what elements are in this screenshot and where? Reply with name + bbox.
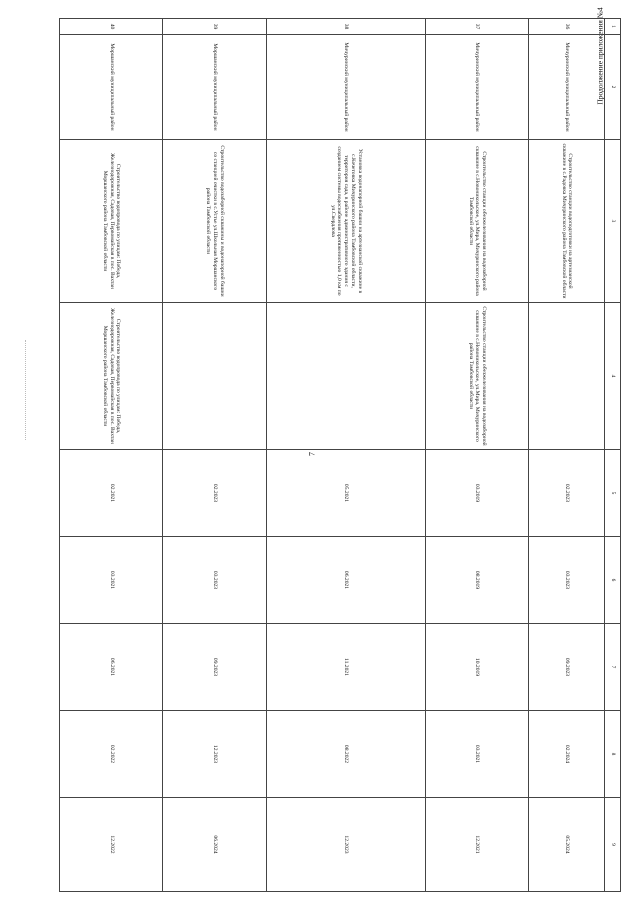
appendix-table (59, 18, 621, 892)
column-header: 8 (605, 711, 621, 798)
date-cell: 09.2023 (163, 624, 266, 711)
table-row (425, 19, 528, 892)
date-cell: 06.2021 (266, 537, 425, 624)
date-cell: 12.2022 (60, 798, 163, 892)
date-cell: 02.2021 (60, 450, 163, 537)
date-cell: 05.2021 (266, 450, 425, 537)
date-cell: 06.2021 (60, 624, 163, 711)
row-number: 36 (529, 19, 605, 35)
table-row (266, 19, 425, 892)
column-header: 6 (605, 537, 621, 624)
column-header: 7 (605, 624, 621, 711)
date-cell: 05.2024 (529, 798, 605, 892)
action-cell: Строительство водопровода по улицам: Победа, Железнодорожная, Садовая, Первомайская в пос. Вахтан Моршанского района Тамбовской области (60, 140, 163, 303)
date-cell: 08.2022 (266, 711, 425, 798)
date-cell: 08.2019 (425, 537, 528, 624)
object-cell (266, 303, 425, 450)
date-cell: 06.2024 (163, 798, 266, 892)
date-cell: 12.2023 (163, 711, 266, 798)
object-cell: Строительство станции обезжелезивания на водозаборной скважине в с.Новоникольское, ул.Мира, Мичуринского района Тамбовской области (425, 303, 528, 450)
date-cell: 03.2023 (163, 537, 266, 624)
row-number: 38 (266, 19, 425, 35)
column-header: 1 (605, 19, 621, 35)
action-cell: Строительство станции обезжелезивания на водозаборной скважине в с.Новоникольское, ул.Мира, Мичуринского района Тамбовской области (425, 140, 528, 303)
date-cell: 02.2024 (529, 711, 605, 798)
date-cell: 09.2023 (529, 624, 605, 711)
date-cell: 03.2021 (60, 537, 163, 624)
scan-artifact (25, 340, 26, 440)
action-cell: Строительство водозаборной скважины и водонапорной башни со станцией очистки в с.Устье ул.Школьная Моршанского района Тамбовской области (163, 140, 266, 303)
row-number: 40 (60, 19, 163, 35)
object-cell: Строительство водопровода по улицам: Победа, Железнодорожная, Садовая, Первомайская в пос. Вахтан Моршанского района Тамбовской области (60, 303, 163, 450)
row-number: 37 (425, 19, 528, 35)
date-cell: 03.2019 (425, 450, 528, 537)
column-header: 3 (605, 140, 621, 303)
appendix-table-wrapper (59, 18, 621, 891)
date-cell: 03.2021 (425, 711, 528, 798)
object-cell (529, 303, 605, 450)
district-cell: Мичуринский муниципальный район (529, 35, 605, 140)
column-header: 2 (605, 35, 621, 140)
header-row (605, 19, 621, 892)
date-cell: 10.2019 (425, 624, 528, 711)
date-cell: 02.2022 (60, 711, 163, 798)
date-cell: 03.2023 (529, 537, 605, 624)
table-row (60, 19, 163, 892)
district-cell: Моршанский муниципальный район (163, 35, 266, 140)
table-row (529, 19, 605, 892)
district-cell: Моршанский муниципальный район (60, 35, 163, 140)
column-header: 5 (605, 450, 621, 537)
date-cell: 12.2023 (266, 798, 425, 892)
row-number: 39 (163, 19, 266, 35)
date-cell: 12.2021 (425, 798, 528, 892)
date-cell: 02.2023 (529, 450, 605, 537)
district-cell: Мичуринский муниципальный район (266, 35, 425, 140)
table-row (163, 19, 266, 892)
district-cell: Мичуринский муниципальный район (425, 35, 528, 140)
date-cell: 02.2023 (163, 450, 266, 537)
date-cell: 11.2021 (266, 624, 425, 711)
column-header: 9 (605, 798, 621, 892)
continuation-label: Продолжение приложения №4 (595, 7, 605, 105)
page-number: 7 (307, 452, 317, 456)
object-cell (163, 303, 266, 450)
action-cell: Установка водонапорной башни на артезианской скважине в с.Кочетовка Мичуринского района Тамбовской области, территория сада, в районе административного здания с созданием системы водоснабжения протяженностью 1,0 км по ул.Свердлова (266, 140, 425, 303)
action-cell: Строительство станции водоподготовки на артезианской скважине в с.Радовка Мичуринского района Тамбовской области (529, 140, 605, 303)
column-header: 4 (605, 303, 621, 450)
